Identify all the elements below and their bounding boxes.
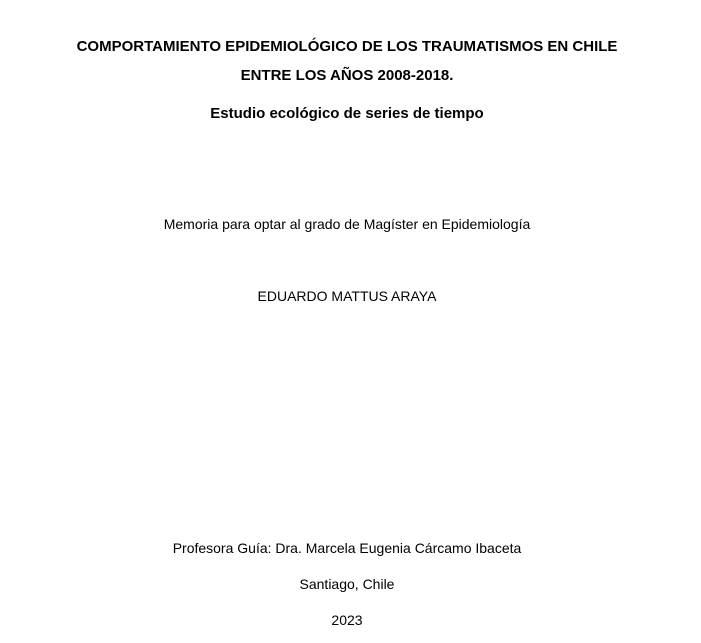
advisor: Profesora Guía: Dra. Marcela Eugenia Cárcamo Ibaceta: [172, 540, 522, 556]
year: 2023: [331, 612, 363, 628]
place: Santiago, Chile: [299, 576, 395, 592]
degree-purpose: Memoria para optar al grado de Magíster en Epidemiología: [163, 216, 531, 232]
title-line-2: ENTRE LOS AÑOS 2008-2018.: [240, 67, 454, 84]
subtitle: Estudio ecológico de series de tiempo: [210, 105, 484, 122]
author-name: EDUARDO MATTUS ARAYA: [257, 288, 437, 304]
title-line-1: COMPORTAMIENTO EPIDEMIOLÓGICO DE LOS TRAUMATISMOS EN CHILE: [76, 38, 618, 55]
